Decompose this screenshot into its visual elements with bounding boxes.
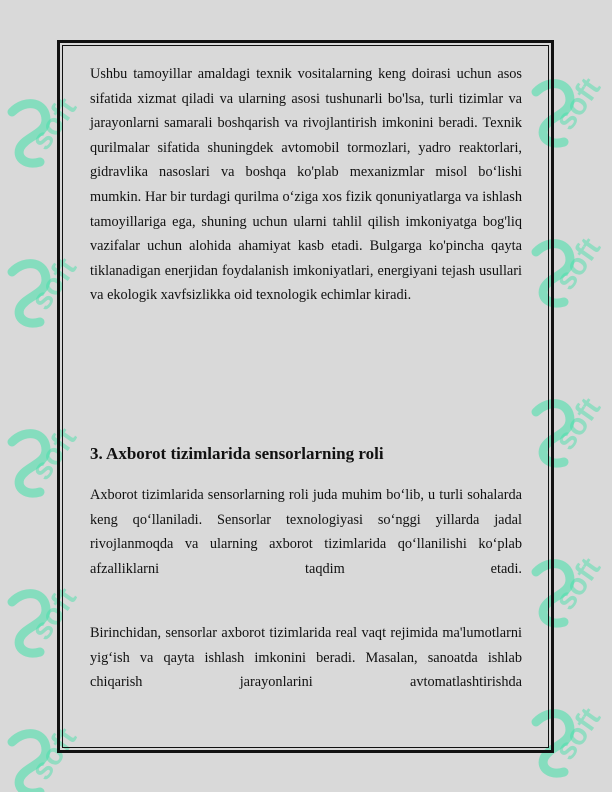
paragraph-2 [90,483,522,581]
section-heading: 3. Axborot tizimlarida sensorlarning roli [90,444,384,463]
paragraph-1: Ushbu tamoyillar amaldagi texnik vositalarning keng doirasi uchun asos sifatida xizmat qiladi va ularning asosi tushunarli bo'lsa, turli tizimlar va jarayonlarni samarali boshqarish va rivojlantirish imkonini beradi. Texnik qurilmalar sifatida shuningdek avtomobil tormozlari, yadro reaktorlari, gidravlika nasoslari va boshqa ko'plab mexanizmlar misol bo‘lishi mumkin. Har bir turdagi qurilma o‘ziga xos fizik qonuniyatlarga va ishlash tamoyillariga ega, shuning uchun ularni tahlil qilish imkoniyatga bog'liq vazifalar uchun alohida ahamiyat kasb etadi. Bulgarga ko'pincha qayta tiklanadigan enerjidan foydalanish imkoniyatlari, energiyani tejash usullari va ekologik xavfsizlikka oid texnologik echimlar kiradi. [90,66,522,304]
paragraph-3 [90,621,522,695]
paragraph-3-text: Birinchidan, sensorlar axborot tizimlarida real vaqt rejimida ma'lumotlarni yig‘ish va qayta ishlash imkonini beradi. Masalan, sanoatda ishlab chiqarish jarayonlarini avtomatlashtirishda [90,625,522,691]
paragraph-2-text: Axborot tizimlarida sensorlarning roli juda muhim bo‘lib, u turli sohalarda keng qo‘llaniladi. Sensorlar texnologiyasi so‘nggi yillarda jadal rivojlanmoqda va ularning axborot tizimlarida qo‘llanilishi ko‘plab afzalliklarni taqdim etadi. [90,487,522,577]
